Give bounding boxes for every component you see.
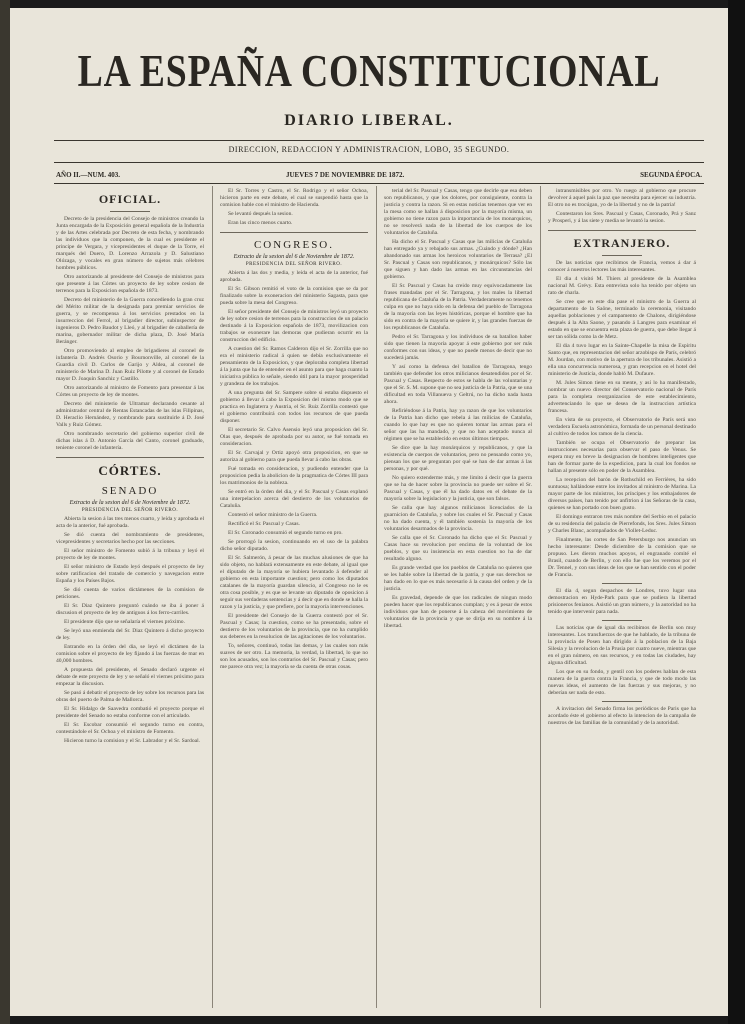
session-note: Extracto de la sesion del 6 de Noviembre de 1872.	[233, 254, 355, 260]
section-rule	[602, 701, 642, 702]
article-paragraph: Contestó el señor ministro de la Guerra.	[228, 512, 318, 518]
article-paragraph: El domingo entraron tres más nombre del Serbio en el palacio de su residencia del palacio de Pierrefonds, los Sres. Jules Simon y Charles Blanc, acompañados de Viollet-Leduc.	[548, 514, 696, 534]
column-divider	[376, 186, 377, 1008]
section-rule	[602, 583, 642, 584]
article-paragraph: terial del Sr. Pascual y Casas, tengo que decirle que esa deben son republicanos, y que los dolores, por consiguiente, contra la justicia y contra la razon. Si en estas noticias tenemos que ver en la mesa como se hallan á disposicion por la mayoría misma, un gobierno no tiene razon para la importancia de los monarquicos, no se resolverá nada de la libertad de los cuerpos de los voluntarios de Cataluña.	[384, 188, 532, 236]
article-paragraph: Eran las cinco menos cuarto.	[228, 220, 293, 226]
article-paragraph: El Sr. Diaz Quintero preguntó cuándo se iba á poner á discusion el proyecto de ley de antiguos á los ferro-carriles.	[56, 603, 204, 616]
page-edge	[728, 0, 745, 1024]
article-paragraph: El señor presidente del Consejo de ministros leyó un proyecto de ley sobre cesion de terrenos para la construccion de un palacio destinado á la Exposicion española de 1873, movilizacion con trabajos se exonerare las demoras que pudieran ocurrir en la construccion del edificio.	[220, 309, 368, 343]
article-paragraph: Pedro el Sr. Tarragona y los individuos de su batallon haber sido que tienen la mayoría apoyar á este gobierno por ser más conformes con sus ideas, y que no puede menos de decir que no sucederá jamás.	[384, 334, 532, 361]
section-heading-extranjero: EXTRANJERO.	[573, 236, 671, 250]
article-paragraph: Ha dicho el Sr. Pascual y Casas que las milicias de Cataluña han entregado ya y rebajado sus armas. ¿Cuándo y dónde? ¿Han abandonado sus armas los heroicos voluntarios de Terrasa? ¿El Sr. Pascual y Casas son republicanos, y monárquicos? Sólo las que siguen y han dado las armas en las circunstancias del gobierno.	[384, 239, 532, 280]
column-1	[56, 188, 204, 1008]
issue-number: AÑO II.—NUM. 403.	[56, 171, 120, 179]
session-presidency: PRESIDENCIA DEL SEÑOR RIVERO.	[81, 508, 179, 513]
newspaper-page	[10, 8, 728, 1016]
article-paragraph: Abierta la sesion á las tres menos cuarto, y leída y aprobada el acta de la anterior, fué aprobada.	[56, 516, 204, 529]
article-paragraph: El señor ministro de Fomento subió á la tribuna y leyó el proyecto de ley de montes.	[56, 548, 204, 561]
article-paragraph: Entrando en la órden del dia, se leyó el dictámen de la comision sobre el proyecto de ley fijando á las fuerzas de mar en 40,000 hombres.	[56, 644, 204, 664]
article-paragraph: Y así como la defensa del batallon de Tarragona, tengo también que defender los otros milicianos desatendidos por el Sr. Pascual y Casas. Respecto de estos se habla de las voluntarias y que el Sr. S. M. supone que no sea justicia de la Patria, que se una dificultad en toda Villanueva y Geltrú, no ha dicho nada hasta ahora.	[384, 364, 532, 405]
issue-epoch: SEGUNDA ÉPOCA.	[640, 171, 702, 179]
article-paragraph: El dia 4, segun despachos de Londres, tuvo lugar una demostracion en Hyde-Park para que se pudiera la libertad prisioneros fenianos. Asistió un gran número, y la autoridad no ha tenido que intervenir para nada.	[548, 588, 696, 615]
section-separator	[548, 230, 696, 231]
article-paragraph: También se ocupa el Observatorio de preparar las instrucciones necesarias para observar el paso de Venus. Se espera muy en breve la designacion de hombres inteligentes que han de formar parte de la expedicion, para la cual los fondos se hallan al presente sólo en poder de la Asamblea.	[548, 440, 696, 474]
article-paragraph: Es gravedad, depende de que los radicales de ningun modo pueden hacer que los republicanos cumplan; y es á pesar de estos individuos que han de ponerse á la cabeza del movimiento de voluntarios de la provincia y que se dirija en su nombre á la libertad.	[384, 595, 532, 629]
article-paragraph: M. Jules Simon tiene en su mente, y así lo ha manifestado, nombrar un nuevo director del Conservatorio nacional de París para la completa reorganizacion de este establecimiento, advertenciando lo que se desea de la instruccion artística francesa.	[548, 380, 696, 414]
column-divider	[540, 186, 541, 1008]
article-paragraph: Decreto del ministerio de la Guerra concediendo la gran cruz del Mérito militar de la designada para premiar servicios de guerra, y se recompensa á los servicios prestados en la insurreccion del Ferrol, al brigadier director, subinspector de ingenieros D. Pedro Baudot y Lleó, y al brigadier de caballería de marina, gobernador militar de dicha plaza, D. José María Beránger.	[56, 297, 204, 345]
article-paragraph: Hicieron turno la comision y el Sr. Labrador y el Sr. Sardoal.	[64, 738, 201, 744]
article-paragraph: A cuestion del Sr. Ramos Calderon dijo el Sr. Zorrilla que no era el ministerio radical á quien se debía exclusivamente el pensamiento de la Exposicion, y que deploraba completa libertad á la junta que ha de entender en el asunto para que haga cuanto la iniciativa pública lo señale, siendo útil para la mayor prosperidad y grandeza de los trabajos.	[220, 346, 368, 387]
article-paragraph: Se dió cuenta de varios dictámenes de la comision de peticiones.	[56, 587, 204, 600]
article-paragraph: No quiero extenderme más, y me limito á decir que la guerra que se ha de hacer sobre la provincia no puede ser sobre el Sr. Pascual y Casas, y que él ha dado datos en el debate de la mayoría sobre la legislacion y la justicia, que son falsos.	[384, 475, 532, 502]
article-paragraph: Se leyó una enmienda del Sr. Diaz Quintero á dicho proyecto de ley.	[56, 628, 204, 641]
article-paragraph: Contestaron los Sres. Pascual y Casas, Coronado, Prá y Sanz y Prosperi, y á las siete y media se levantó la sesion.	[548, 211, 696, 224]
article-paragraph: Los que en su fondo, y gentil con los poderes hablan de esta manera de la guerra contra la Francia, y que de todo modo las nuevas ideas, el aumento de las fuerzas y sus mejoras, y no deberían ser nada de esto.	[548, 669, 696, 696]
article-paragraph: Se cree que en este dia pase el ministro de la Guerra al departamento de la Saône, terminado la ceremonia, visitando aquellas poblaciones y el campamento de Chalons, dirigiéndose después á la Alta Saone, y pasando á Langres para examinar el estado en que se encuentra esta plaza de guerra, que debe llegar á ser tan sólida como la de Metz.	[548, 299, 696, 340]
article-paragraph: El Sr. Hidalgo de Saavedra combatió el proyecto porque el presidente del Senado no estaba conforme con el articulado.	[56, 706, 204, 719]
header-rule-top	[54, 140, 704, 141]
article-paragraph: El Sr. Torres y Castro, el Sr. Rodrigo y el señor Ochoa, hicieron parte en este debate, el cual se suspendió hasta que la comision hable con el ministro de Hacienda.	[220, 188, 368, 208]
article-paragraph: El Sr. Pascual y Casas ha creido muy equivocadamente las frases mandadas por el Sr. Tarragona, y los males la libertad republicana de Cataluña de la Patria. Verdaderamente no tenemos culpa en que no haya sido en la defensa del pueblo de Tarragona de la mayoría con las leyes históricas, porque el hombre que ha sido en contra de la mayoría se quiere ir, y las grandes fuerzas de los republicanos de Cataluña.	[384, 283, 532, 331]
article-paragraph: Abierta á las dos y media, y leída el acta de la anterior, fué aprobada.	[220, 270, 368, 283]
article-paragraph: El Sr. Coronado consumió el segundo turno en pro.	[228, 530, 343, 536]
article-paragraph: De las noticias que recibimos de Francia, vemos á dar á conocer á nuestros lectores las más interesantes.	[548, 260, 696, 273]
article-paragraph: El dia 4 visitó M. Thiers al presidente de la Asamblea nacional M. Grévy. Esta entrevista solo ha tenido por objeto un rato de charla.	[548, 276, 696, 296]
page-spine	[0, 0, 10, 1024]
article-paragraph: To, señores, continuó, todas las demas, y las cuales son más suaves de ser otro. La memoria, la verdad, la libertad, lo que no son los acusados, son los contrarios del Sr. Pascual y Casas; pero me parece otra vez; la mayoría se da cuenta de otras cosas.	[220, 643, 368, 670]
article-paragraph: Otro autorizando al presidente del Consejo de ministros para que presente á las Córtes un proyecto de ley sobre cesion de terrenos para la Exposicion española de 1873.	[56, 274, 204, 294]
subsection-senado: SENADO	[101, 485, 159, 497]
column-4	[548, 188, 696, 1008]
article-paragraph: Se calla que el Sr. Coronado ha dicho que el Sr. Pascual y Casas hace su revolucion por encima de la voluntad de los pueblos, y que su insistencia en esta cuestion no ha de dar resultado alguno.	[384, 535, 532, 562]
section-rule	[110, 211, 150, 212]
article-paragraph: Rectificó el Sr. Pascual y Casas.	[228, 521, 300, 527]
article-paragraph: El dia 4 tuvo lugar en la Sainte-Chapelle la misa de Espíritu Santo que, en representacion del señor arzobispo de París, celebró M. Jourdan, con motivo de la apertura de los tribunales. Asistió a ella una concurrencia numerosa, y gran recepcion en el hotel del ministerio de Justicia, donde habló M. Dufaure.	[548, 343, 696, 377]
section-separator	[220, 232, 368, 233]
section-rule	[602, 255, 642, 256]
article-paragraph: Otro nombrando secretario del gobierno superior civil de dichas islas á D. Antonio García del Canto, coronel graduado, teniente coronel de infantería.	[56, 431, 204, 451]
article-paragraph: Finalmente, las cortes de San Petersburgo nos anuncian un hecho interesante: Desde diciembre de la comision que se propuso. Les dieron muchos apoyos, el engranado comité el Brasil, cuando de Berlin, y con ello fue que los veremos por el Dr. Tennel, y con sus ideas de los que se han sentido con el poder de Francia.	[548, 537, 696, 578]
article-paragraph: El Sr. Escobar consumió el segundo turno en contra, contestándole el Sr. Ochoa y el ministro de Fomento.	[56, 722, 204, 735]
article-paragraph: La recepcion del barón de Rothschild en Ferrières, ha sido suntuosa; hallándose entre los invitados al ministro de Marina. La mayor parte de los ministros, los príncipes y los embajadores de diversos países, han tenido por anfitrion á las Señoras de la casa, quienes se han portado con buen gusto.	[548, 477, 696, 511]
issue-date: JUEVES 7 DE NOVIEMBRE DE 1872.	[286, 171, 405, 179]
article-paragraph: El señor ministro de Estado leyó después el proyecto de ley sobre ratificacion del tratado de comercio y navegacion entre España y los Países Bajos.	[56, 564, 204, 584]
article-paragraph: Se prorrogó la sesion, continuando en el uso de la palabra dicho señor diputado.	[220, 539, 368, 552]
session-presidency: PRESIDENCIA DEL SEÑOR RIVERO.	[245, 262, 343, 267]
section-separator	[56, 457, 204, 458]
article-paragraph: Se entró en la órden del dia, y el Sr. Pascual y Casas explanó una interpelacion acerca del destierro de los voluntarios de Cataluña.	[220, 489, 368, 509]
section-heading-oficial: OFICIAL.	[98, 192, 162, 206]
newspaper-title: LA ESPAÑA CONSTITUCIONAL	[77, 45, 661, 96]
article-paragraph: Otro promoviendo al empleo de brigadieres al coronel de infantería D. Andrés Osorio y Bournonville, al coronel de la Guardia civil D. Carlos de Garijo y Aldea, al coronel de ministerio de Marina D. Juan Ruiz Pilotte y al coronel de Estado mayor D. Joaquín Sanchiz y Castillo.	[56, 348, 204, 382]
header-rule-mid	[54, 162, 704, 163]
article-paragraph: En vista de su proyecto, el Observatorio de París será uno verdadera Escuela astronómica, formada de un personal destinado al cultivo de todos los ramos de la ciencia.	[548, 417, 696, 437]
article-paragraph: Se dió cuenta del nombramiento de presidentes, vicepresidentes y secretarios hecho por las secciones.	[56, 532, 204, 545]
column-3	[384, 188, 532, 1008]
article-paragraph: Otro autorizando al ministro de Fomento para presentar á las Córtes un proyecto de ley de montes.	[56, 385, 204, 398]
article-paragraph: Se levantó después la sesion.	[228, 211, 293, 217]
article-paragraph: El Sr. Gibson remitió el voto de la comision que se da por finalizado sobre la exoneracion del ministerio Sagasta, para que pueda sobre la mesa del Congreso.	[220, 286, 368, 306]
article-paragraph: Decreto del ministerio de Ultramar declarando cesante al administrador central de Rentas Estancadas de las islas Filipinas, D. Heraclio Hernández, y nombrando para sustituirle á D. José Valls y Ruiz Gómez.	[56, 401, 204, 428]
section-heading-cortes: CÓRTES.	[98, 463, 162, 478]
article-paragraph: Se calla que hay algunos milicianos licenciados de la guarnicion de Cataluña, y sobre los cuales el Sr. Pascual y Casas no ha dado cuenta, y él también sostenía la mayoría de los voluntarios desarmados de la provincia.	[384, 505, 532, 532]
article-paragraph: El Sr. Salmerón, á pesar de las muchas alusiones de que ha sido objeto, no hablará extensamente en este debate, al igual que el diputado de la mayoría se hubiera levantado á defender al gobierno en esta importante cuestion; pero como los diputados catalanes de la mayoría guardan silencio, al Congreso no le es otra cosa posible, y es que se levante un diputado de oposicion á seguir sus verdaderas sentencias y á decir que en donde se halla la razon y la justicia, y que prefiere, por la mayoría intervenciones.	[220, 555, 368, 610]
subsection-congreso: CONGRESO.	[253, 239, 335, 251]
article-paragraph: Decreto de la presidencia del Consejo de ministros creando la Junta encargada de la Exposición general española de la Industria y de las Artes celebrada por Decreto de esta fecha, y nombrando las individuos que la componen, de la cual es presidente el principe de Vergara, y vicepresidentes el duque de la Torre, el marqués del Duero, D. Lorenzo Arrazola y D. Salustiano Olózaga, y vocales en gran número de sujetos más célebres hombres públicos.	[56, 216, 204, 271]
article-paragraph: El presidente del Consejo de la Guerra contestó por el Sr. Pascual y Casas; la cuestion, como se ha presentado, sobre el destierro de los voluntarios de la provincia, que no ha cumplido sus deberes en la resolucion de las agitaciones de los voluntarios.	[220, 613, 368, 640]
article-paragraph: Refiriéndose á la Patria, hay ya razon de que los voluntarios de la Patria han dicho que rebela á las milicias de Cataluña, cuando lo que hay es que no quieren tomar las armas para el señor que las ha mandado, y que no han aceptado nunca al régimen que se ha establecido en estos últimos tiempos.	[384, 408, 532, 442]
column-divider	[212, 186, 213, 1008]
article-paragraph: El Sr. Carvajal y Ortiz apoyó otra proposicion, en que se autoriza al gobierno para que pueda llevar á cabo las obras.	[220, 450, 368, 463]
column-2	[220, 188, 368, 1008]
article-paragraph: A invitacion del Senado firma los periódicos de Paris que ha acordado éste el gobierno al efecto la intencion de la campaña de nuestros de las familias de la comunidad y de la autoridad.	[548, 706, 696, 726]
article-paragraph: A propuesta del presidente, el Senado declaró urgente el debate de este proyecto de ley y se señaló el viernes próximo para empezar la discusion.	[56, 667, 204, 687]
article-paragraph: El secretario Sr. Calvo Asensio leyó una proposicion del Sr. Olas que, después de aprobada por su autor, se fué tomada en consideracion.	[220, 427, 368, 447]
session-note: Extracto de la sesion del 6 de Noviembre de 1872.	[69, 500, 191, 506]
newspaper-address: DIRECCION, REDACCION Y ADMINISTRACION, LOBO, 35 SEGUNDO.	[228, 145, 510, 154]
header-rule-bottom	[54, 183, 704, 184]
article-paragraph: Se pasó á debatir el proyecto de ley sobre los recursos para las obras del puerto de Palma de Mallorca.	[56, 690, 204, 703]
article-paragraph: El presidente dijo que se señalaría el viernes próximo.	[64, 619, 186, 625]
article-paragraph: Fué tomada en consideracion, y pudiendo entender que la proposicion pedia la abolicion de la pragmatica de Córtes III para los matrimonios de la nobleza.	[220, 466, 368, 486]
article-paragraph: Las noticias que de igual dia recibimos de Berlin son muy interesantes. Los transfuerzos de que he hablado, de la tribuna de la provincia de Posen han dirigido á la poblacion de la Baja Silesia y la revolucion de la Prusia por cuatro nueve, mientras que en el gran número, en sus recursos, y en todas las ciudades, hay alguna dificultad.	[548, 625, 696, 666]
article-paragraph: Es grande verdad que los pueblos de Cataluña no quieren que se les hable sobre la libertad de la patria, y que sus derechos se han dado en lo que es más necesario á la causa del orden y de la justicia.	[384, 565, 532, 592]
article-paragraph: A una pregunta del Sr. Sampere sobre si estaba dispuesto el gobierno á llevar á cabo la Exposicion del mismo modo que se practica en Inglaterra y Austria, el Sr. Ruiz Zorrilla contestó que el gobierno contribuirá con todos los recursos de que pueda disponer.	[220, 390, 368, 424]
article-paragraph: Se dice que la hay monárquicos y republicanos, y que la existencia de cuerpos de voluntarios, pero no pensando como yo, piensan los que se preguntan por qué se han de dar armas á las personas, y por qué.	[384, 445, 532, 472]
newspaper-subtitle: DIARIO LIBERAL.	[284, 112, 454, 129]
section-rule	[602, 620, 642, 621]
article-paragraph: intransmisibles por otro. Yo ruego al gobierno que procure devolver á aquel país la paz que necesita para ejercer su industria. El otro no es trocúgan, yo de la libertad y no de la patria!	[548, 188, 696, 208]
